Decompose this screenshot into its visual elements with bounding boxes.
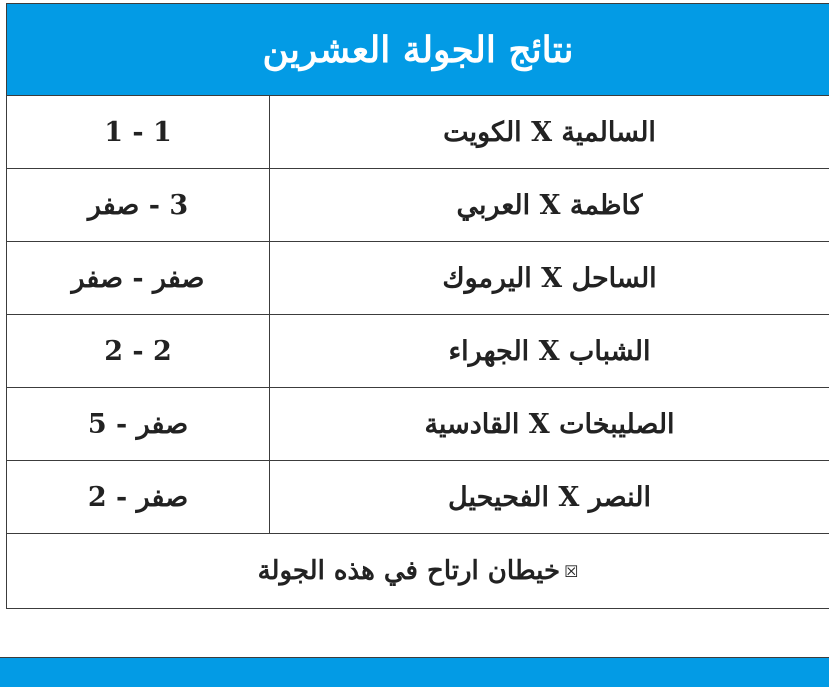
match-cell: الصليبخات X القادسية (424, 408, 675, 440)
rest-note (7, 534, 829, 608)
table-row (7, 96, 829, 169)
table-row (7, 169, 829, 242)
match-cell: الساحل X اليرموك (442, 262, 657, 294)
score-cell: 2 - 2 (7, 315, 270, 387)
checkbox-icon: ☒ (564, 561, 579, 581)
match-cell: الشباب X الجهراء (448, 335, 651, 367)
score-cell: صفر - صفر (7, 242, 270, 314)
score-cell: 3 - صفر (7, 169, 270, 241)
score-cell: 1 - 1 (7, 96, 270, 168)
table-row (7, 315, 829, 388)
match-cell: كاظمة X العربي (456, 189, 643, 221)
score-cell: صفر - 2 (7, 461, 270, 533)
table-row (7, 388, 829, 461)
rest-note-text: خيطان ارتاح في هذه الجولة (257, 556, 561, 586)
score-cell: صفر - 5 (7, 388, 270, 460)
match-cell: النصر X الفحيحيل (448, 481, 651, 513)
results-table (6, 3, 829, 609)
match-cell: السالمية X الكويت (443, 116, 656, 148)
table-row (7, 461, 829, 534)
next-section-header (0, 657, 829, 687)
table-title: نتائج الجولة العشرين (7, 4, 829, 96)
table-row (7, 242, 829, 315)
